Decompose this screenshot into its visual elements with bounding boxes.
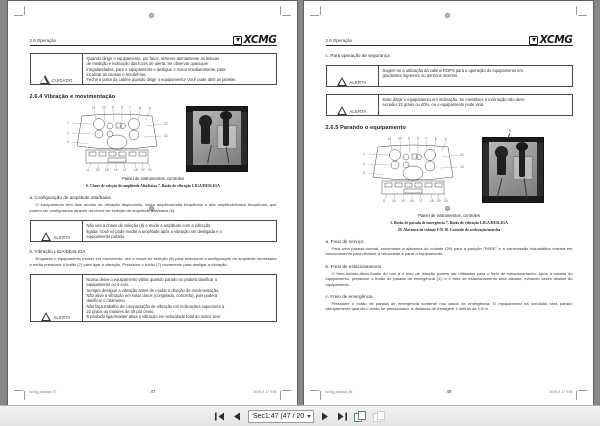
alert-text [379, 95, 572, 115]
brake-paragraph-b: O freio-rodado-disco-fixado do rolo e o eixo de direção podem ser utilizados para o freio de estacionamento. Após a parada do equipamento, pressione o botão de parada de emergência (1), e o freio de estacionamento será ativado, evitando assim deslize do equipamento. [325, 270, 573, 287]
svg-text:19: 19 [437, 199, 441, 203]
svg-text:17: 17 [419, 199, 423, 203]
svg-text:13: 13 [460, 165, 464, 169]
crop-mark [576, 6, 577, 15]
crop-mark [282, 390, 291, 391]
vibration-lever [223, 116, 229, 146]
alert-label: ALERTA [349, 109, 367, 114]
alert-text [379, 66, 572, 86]
crop-mark [282, 15, 291, 16]
crop-mark [14, 390, 23, 391]
callout-label-9: 9 [509, 129, 511, 133]
callout-label-30: 30 [525, 198, 529, 202]
section-heading: 2.6.5 Parando o equipamento [325, 125, 406, 131]
figure-row [30, 106, 277, 172]
svg-text:12: 12 [460, 153, 464, 157]
svg-text:1: 1 [67, 121, 69, 126]
svg-text:11: 11 [92, 106, 96, 111]
svg-text:3: 3 [363, 171, 365, 175]
page-number: 47 [150, 389, 156, 394]
caution-line: Quando dirigir o equipamento, por favor, observe atentamente as leituras [86, 56, 220, 61]
alert-text [83, 221, 276, 241]
subsection-heading-b: b. Vibração LIGA/DESLIGA [29, 249, 86, 255]
brake-paragraph-a: Para uma parada normal, movimente a alavanca do volante (29) para a posição "PARE" e a transmissão hidrostática entrará em funcionamento para diminuir a velocidade e parar o equipamento. [325, 246, 573, 257]
svg-text:17: 17 [123, 168, 127, 173]
xcmg-logo [529, 35, 572, 45]
running-head [30, 31, 277, 46]
alert-box-a [30, 220, 277, 242]
alert-symbol [327, 95, 379, 115]
running-head-section: 2.6 Operação [325, 38, 353, 43]
alert-line: equipamento parado. [86, 233, 126, 239]
alert-line: gradientes íngremes ou terrenos incertos. [382, 73, 459, 79]
alert-line: Sempre desligue a vibração antes de mudar a direção de movimentação. [86, 287, 220, 293]
figure-caption: Painel de instrumentos, controles [418, 213, 480, 218]
svg-text:13: 13 [164, 134, 168, 139]
svg-text:19: 19 [141, 168, 145, 173]
instrument-panel-diagram [354, 137, 472, 203]
binding-hole [445, 13, 450, 18]
alert-line: É proibido ligar/manter ativa a vibração em velocidade total do motor sem [86, 314, 221, 320]
xcmg-wordmark: XCMG [539, 34, 573, 46]
svg-text:18: 18 [430, 199, 434, 203]
last-page-button[interactable] [335, 409, 348, 423]
svg-text:2: 2 [363, 162, 365, 166]
warning-triangle-icon [337, 105, 347, 115]
crop-mark [320, 6, 321, 15]
svg-text:14: 14 [96, 168, 100, 173]
svg-text:8: 8 [121, 106, 123, 111]
callout-label-6: 6 [207, 164, 209, 169]
section-heading: 2.6.4 Vibração e movimentação [29, 94, 116, 101]
svg-text:11: 11 [388, 137, 392, 141]
svg-text:6: 6 [139, 106, 141, 111]
crop-mark [280, 6, 281, 15]
brake-heading-a: a. Freio de serviço [325, 239, 364, 244]
alert-box-slope [326, 94, 573, 116]
brake-paragraph-c: Pressione o botão de parada de emergência somente nos casos de emergência. O equipamento na condição será parado abruptamente quando o botão for pressionado. A distância de frenagem 4 metros de 1,5 m. [325, 301, 573, 312]
binding-hole [149, 13, 154, 18]
throttle-lever [519, 147, 525, 177]
running-head [326, 31, 573, 46]
alert-line: exceder 22 graus ou 40%, ou o equipamento pode virar. [382, 102, 485, 108]
page-footer [30, 390, 277, 394]
footer-left-text: xcmg_manual_48 [325, 390, 353, 394]
alert-line: Sugere-se a utilização da cabine ROPS para a operação do equipamento em [382, 68, 523, 73]
svg-text:1: 1 [363, 152, 365, 156]
document-page-right[interactable] [304, 1, 593, 405]
svg-text:20: 20 [148, 168, 152, 173]
callout-label-29: 29 [494, 198, 498, 202]
caution-label: CUIDADO [51, 78, 73, 84]
svg-text:2: 2 [67, 131, 69, 136]
caution-line: localizar as causas e resolvê-las. [86, 71, 147, 77]
caution-line: Feche a porta da cabine quando dirigir o equipamento! Você pode abrir as janelas. [86, 77, 237, 83]
photo-shadow-band [187, 165, 247, 171]
page-navigation-toolbar [0, 405, 600, 426]
svg-text:4: 4 [87, 168, 89, 173]
figure-legend-line-1: 1. Botão de parada de emergência 7. Botão de vibração LIGA/DESLIGA [390, 221, 508, 225]
svg-text:5: 5 [149, 106, 151, 111]
single-page-view-button[interactable] [352, 409, 367, 423]
alert-line: 22 graus ou maiores de 40 por cento. [86, 308, 155, 314]
warning-triangle-icon [40, 74, 50, 84]
alert-box-b [30, 274, 277, 322]
svg-text:10: 10 [102, 106, 106, 111]
alert-box-rops [326, 65, 573, 87]
svg-text:12: 12 [164, 122, 168, 127]
caution-box [30, 53, 277, 85]
alert-symbol [31, 221, 83, 241]
alert-line: Não vire a chave de seleção (6) e mude a amplitude com a vibração [86, 223, 211, 229]
svg-text:7: 7 [129, 106, 131, 111]
footer-left-text: xcmg_manual_47 [29, 390, 57, 394]
svg-text:6: 6 [435, 137, 437, 141]
figure-legend: 6. Chave de seleção de amplitude Alta/baixa 7. Botão de vibração LIGA/DESLIGA [86, 184, 220, 189]
alert-line: equipamento ou o solo. [86, 282, 130, 288]
document-page-left[interactable] [8, 1, 297, 405]
page-footer [326, 390, 573, 394]
figure-row [326, 129, 573, 203]
previous-page-button[interactable] [231, 409, 244, 423]
svg-text:14: 14 [392, 199, 396, 203]
steering-lever-knob [495, 146, 508, 159]
svg-text:20: 20 [444, 199, 448, 203]
figure-legend-line-2: 29. Alavanca do volante F/R 30. Controle de aceleração/marcha [397, 228, 501, 232]
first-page-button[interactable] [214, 409, 227, 423]
alert-line: Evite dirigir o equipamento em inclinação. Se inevitável, a inclinação não deve [382, 97, 525, 102]
crop-mark [576, 391, 577, 400]
control-lever-photo [186, 106, 248, 172]
subsection-heading-a: a. Configuração de amplitude alta/baixa [29, 195, 111, 201]
alert-symbol [31, 275, 83, 321]
xcmg-shield-icon [529, 36, 538, 45]
svg-text:7: 7 [425, 137, 427, 141]
alert-line: Nunca deixe o equipamento vibrar quando parado ou poderá danificar o [86, 277, 218, 283]
figure-caption: Painel de instrumentos, controles [122, 176, 184, 182]
subsection-paragraph-b: Enquanto o equipamento estiver em movimento, vire a chave de seleção (6) para selecionar a configuração de amplitude necessária e então pressione o botão (7) para ligar a vibração. Pressione o botão (7) novamente para desligar a vibração. [29, 256, 277, 267]
footer-right-text: 2019-9-17 9:00 [253, 390, 277, 394]
crop-mark [578, 15, 587, 16]
instrument-panel-diagram [58, 106, 176, 172]
next-page-button[interactable] [318, 409, 331, 423]
caution-text [83, 54, 276, 84]
brake-heading-c: c. Freio de emergência [325, 294, 373, 300]
chevron-down-icon[interactable] [307, 415, 311, 418]
svg-text:10: 10 [398, 137, 402, 141]
caution-line: irregularidades, pare o equipamento e desligue o motor imediatamente, para [86, 66, 226, 72]
page-number: 48 [446, 389, 452, 394]
alert-label: ALERTA [53, 235, 71, 241]
alert-line: Não ative a vibração em solos duros (congelado, concreto), pois poderá [86, 293, 218, 298]
alert-label: ALERTA [53, 315, 71, 321]
xcmg-shield-icon [233, 36, 242, 45]
alert-symbol [327, 66, 379, 86]
alert-label: ALERTA [349, 80, 367, 85]
crop-mark [24, 391, 25, 400]
crop-mark [320, 391, 321, 400]
svg-text:9: 9 [112, 106, 114, 111]
crop-mark [24, 6, 25, 15]
subsection-heading-c: c. Para operação de segurança [325, 53, 390, 58]
subsection-paragraph-a: O equipamento tem dois modos de vibração disponíveis, baixa amplitude/alta frequência e alta amplitude/baixa frequência, que podem ser configurados através da chave de seleção de amplitude alta/baixa (6). [29, 202, 277, 213]
page-indicator-combobox[interactable] [248, 410, 314, 423]
svg-text:15: 15 [105, 168, 109, 173]
facing-pages-view-button[interactable] [371, 409, 386, 423]
svg-text:15: 15 [401, 199, 405, 203]
crop-mark [14, 15, 23, 16]
crop-mark [310, 15, 319, 16]
alert-text [83, 275, 276, 321]
warning-triangle-icon [41, 311, 51, 321]
svg-text:5: 5 [445, 137, 447, 142]
brake-heading-b: b. Freio de estacionamento [325, 263, 382, 269]
svg-text:16: 16 [410, 199, 414, 203]
footer-right-text: 2019-9-17 9:00 [549, 390, 573, 394]
svg-text:4: 4 [383, 199, 385, 203]
throttle-lever-knob [516, 142, 528, 151]
svg-text:9: 9 [408, 137, 410, 141]
svg-text:16: 16 [114, 168, 118, 173]
alert-line: Não faça trabalho de compactação de vibração em inclinações superiores a [86, 303, 225, 309]
xcmg-logo [233, 35, 276, 45]
crop-mark [280, 391, 281, 400]
warning-triangle-icon [337, 76, 347, 86]
xcmg-wordmark: XCMG [243, 34, 277, 46]
svg-text:18: 18 [134, 168, 138, 173]
alert-line: danificar o rolamento. [86, 298, 126, 304]
svg-text:8: 8 [417, 137, 419, 141]
crop-mark [310, 390, 319, 391]
callout-label-7: 7 [228, 164, 230, 169]
page-indicator-text: Sec1:47 (47 / 20 [252, 412, 305, 420]
running-head-section: 2.6 Operação [29, 38, 57, 43]
svg-text:3: 3 [67, 140, 69, 145]
caution-line: de medição e indicação das luzes de alerta. Se observar quaisquer [86, 61, 209, 67]
alert-line: ligada. Você só pode mudar a amplitude após a vibração ser desligada e o [86, 228, 222, 234]
warning-triangle-icon [41, 231, 51, 241]
caution-symbol [31, 54, 83, 84]
photo-shadow-band [483, 196, 543, 202]
crop-mark [578, 390, 587, 391]
control-lever-photo [482, 129, 544, 203]
